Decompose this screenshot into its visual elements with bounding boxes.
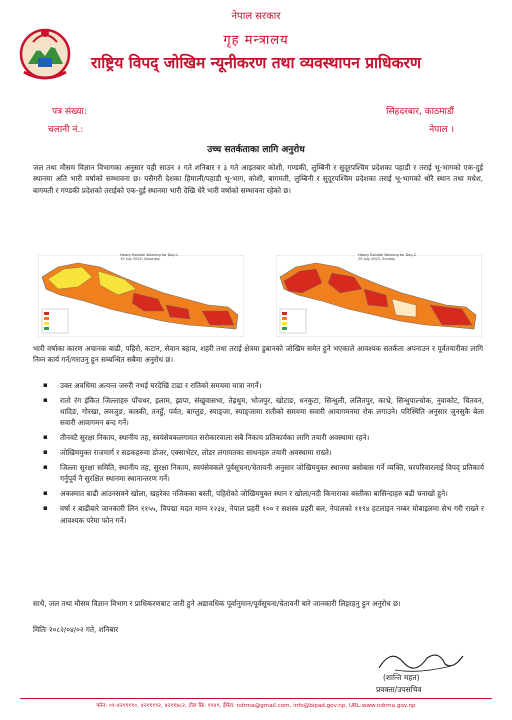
map-caption-date: 20 July 2025, Sunday [358,257,396,262]
closing-paragraph: साथै, जल तथा मौसम विज्ञान विभाग र प्राधिकरणबाट जारी हुने अद्यावधिक पूर्वानुमान/पूर्वसूचना/चेतावनी बारे जानकारी लिइरहनु हुन अनुरोध छ। [33,599,401,608]
office-country: नेपाल । [429,125,454,135]
map-caption-day-2 [358,253,416,261]
footer-contact: फोन: ०१-४२११११०, ४२१११९२, ४२११४८२, टोल फ्रि: ११४९, ईमेल: ndrma@gmail.com, info@bipad.gov.np, URL:www.ndrma.gov.np [96,703,416,709]
letterhead [0,0,512,100]
government-name: नेपाल सरकार [231,11,281,22]
body-paragraph: भारी वर्षाका कारण अचानक बाढी, पहिरो, कटान, सेवान बहाव, शहरी तथा तराई क्षेत्रमा डुबानको जोखिम समेत हुने भएकाले आवश्यक सतर्कता अपनाउन र पूर्वतयारीका लागि निम्न कार्य गर्न/गराउनु हुन सम्बन्धित सबैमा अनुरोध छ। [33,344,483,365]
subject-heading: उच्च सतर्कताका लागि अनुरोध [207,145,305,155]
action-list [36,380,484,529]
footer-divider [20,698,492,699]
authority-name: राष्ट्रिय विपद् जोखिम न्यूनीकरण तथा व्यवस्थापन प्राधिकरण [90,54,422,72]
intro-paragraph: जल तथा मौसम विज्ञान विभागका अनुसार यही साउन २ गते शनिबार र ३ गते आइतबार कोशी, गण्डकी, लुम्बिनी र सुदूरपश्चिम प्रदेशका पहाडी र तराई भू-भागको एक-दुई स्थानमा अति भारी वर्षाको सम्भावना छ। यसैगरी देशका हिमाली/पहाडी भू-भाग, कोशी, बागमती, लुम्बिनी र सुदूरपश्चिम प्रदेशका तराई भू-भागको थोरै स्थान तथा मधेश, बागमती र गण्डकी प्रदेशको तराईको एक-दुई स्थानमा भारी देखि धेरै भारी वर्षाको सम्भावना रहेको छ। [33,163,483,195]
action-item: ▪ अकस्मात बाढी आउनसक्ने खोला, खहरेका नजिकका बस्ती, पहिरोको जोखिमयुक्त स्थान र खोला/नदी किनाराका बस्तीका बासिन्दाहरु बढी चनाखो हुने। [36,488,484,499]
map-caption-title: Heavy Rainfall Warning for Day-2 [358,253,417,257]
map-caption-title: Heavy Rainfall Warning for Day-1 [120,253,179,257]
action-item: ▪ जिल्ला सुरक्षा समिति, स्थानीय तह, सुरक्षा निकाय, स्वयंसेवकले पूर्वसूचना/चेतावनी अनुसार जोखिमयुक्त स्थानमा बसोबास गर्ने व्यक्ति, घरपरिवारलाई विपद् प्रतिकार्य गर्नुपूर्व नै सुरक्षित स्थानमा स्थानान्तरण गर्ने। [36,462,484,485]
office-location: सिंहदरबार, काठमाडौं [386,107,454,117]
letter-number-label: पत्र संख्या: [52,107,87,117]
action-item: ▪ तीनवटै सुरक्षा निकाय, स्थानीय तह, स्वयंसेवकलगायत सरोकारवाला सबै निकाय प्रतिकार्यका लागि तयारी अवस्थामा रहने। [36,432,484,443]
action-item: ▪ उक्त अवधिमा अत्यन्त जरुरी नभई घरदेखि टाढा र रातिको समयमा यात्रा नगर्ने। [36,380,484,391]
action-item: ▪ रातो रंग इंकित जिल्लाहरु पाँचथर, इलाम, झापा, संखुवासभा, तेह्रथुम, भोजपुर, खोटाङ, धनकुटा, सिन्धुली, ललितपुर, काभ्रे, सिन्धुपाल्चोक, नुवाकोट, चितवन, धादिङ, गोरखा, लमजुङ, कास्की, तनहुँ, पर्वत, बाग्लुङ, स्याङ्जा, स्याङ्जामा रातीको समयमा सवारी आवागमनमा रोक लगाउने। परिस्थिति अनुसार जुनसुकै बेला सवारी आवागमन बन्द गर्ने। [36,395,484,429]
rainfall-map-day-2 [276,255,482,337]
map-caption-date: 19 July 2025, Saturday [120,257,160,262]
map-caption-day-1 [120,253,178,261]
date-line: मितिः २०८२/०४/०२ गते, शनिबार [33,625,119,634]
ministry-name: गृह मन्त्रालय [223,33,289,48]
rainfall-map-day-1 [38,255,244,337]
dispatch-number-label: चलानी नं.: [48,125,84,135]
action-item: ▪ वर्षा र बाढीबारे जानकारी लिन ११५५, विपद्मा मदत माग्न १२३४, नेपाल प्रहरी १०० र सशस्त्र प्रहरी बल, नेपालको ११९४ हटलाइन नम्बर मोबाइलमा सेभ गरी राख्ने र आवश्यक परेमा फोन गर्ने। [36,503,484,526]
signatory-title: प्रवक्ता/उपसचिव [376,685,422,694]
action-item: ▪ जोखिमयुक्त राजमार्ग र सडकहरुमा डोजर, एक्साभेटर, लोडर लगायतका साधनहरु तयारी अवस्थामा राख्ने। [36,447,484,458]
signatory-name: (शान्ति महत) [383,673,420,682]
